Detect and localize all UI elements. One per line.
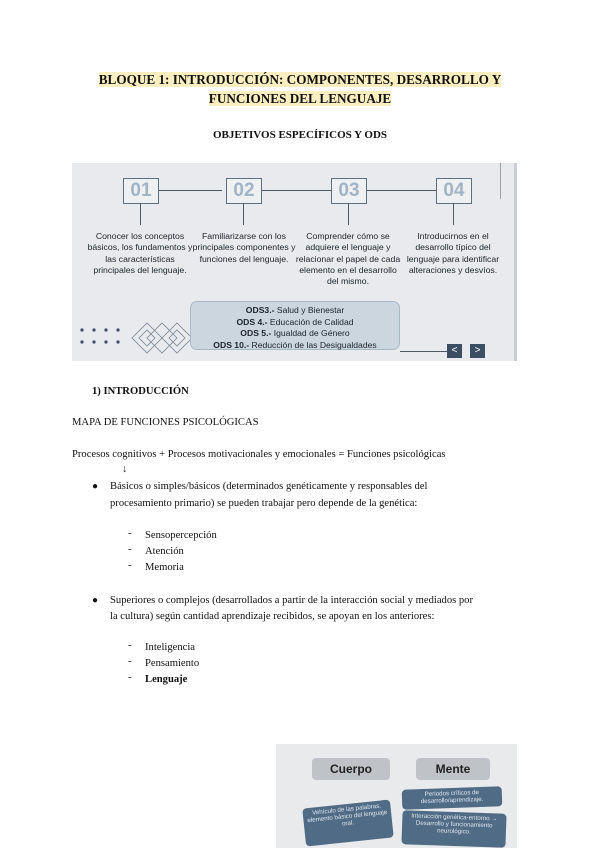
ods-box <box>190 301 400 350</box>
basic-item-1: Sensopercepción <box>145 530 217 541</box>
objective-text-1: Conocer los conceptos básicos, los fundamentos y las características principales del lenguaje. <box>87 231 193 275</box>
dash-icon: - <box>128 544 132 555</box>
basic-line-2: procesamiento primario) se pueden trabajar pero depende de la genética: <box>110 498 418 509</box>
ods-line-1 <box>191 305 399 317</box>
timeline-connector <box>366 190 436 191</box>
bullet-icon: ● <box>92 595 99 606</box>
ods-text: Salud y Bienestar <box>274 305 345 315</box>
section-heading: 1) INTRODUCCIÓN <box>92 386 189 397</box>
dash-icon: - <box>128 640 132 651</box>
superior-item-3: Lenguaje <box>145 674 188 685</box>
ods-text: Educación de Calidad <box>267 316 354 327</box>
map-title: MAPA DE FUNCIONES PSICOLÓGICAS <box>72 417 259 428</box>
dash-icon: - <box>128 672 132 683</box>
card-words-vehicle: Vehículo de las palabras, elemento básico del lenguaje oral. <box>302 800 393 847</box>
slide-right-bar <box>514 163 517 361</box>
dots-decoration-icon <box>79 326 131 348</box>
diamond-pattern-icon <box>127 318 197 358</box>
prev-slide-button[interactable]: < <box>447 344 462 358</box>
ods-line-2 <box>191 317 399 329</box>
ods-line-3 <box>191 328 399 340</box>
step-stem <box>453 203 454 225</box>
objective-text-3: Comprender cómo se adquiere el lenguaje y relacionar el papel de cada elemento en el desarrollo del mismo. <box>295 231 401 287</box>
step-number-2: 02 <box>226 178 262 204</box>
document-subtitle: OBJETIVOS ESPECÍFICOS Y ODS <box>212 129 388 141</box>
ods-label: ODS3.- <box>245 305 275 315</box>
ods-text: Igualdad de Género <box>271 328 350 338</box>
ods-label: ODS 4.- <box>236 316 268 327</box>
body-mind-slide <box>276 744 517 848</box>
ods-label: ODS 5.- <box>240 328 272 338</box>
step-number-3: 03 <box>331 178 367 204</box>
step-stem <box>243 203 244 225</box>
mind-label: Mente <box>416 758 490 780</box>
superior-item-2: Pensamiento <box>145 658 200 669</box>
bullet-icon: ● <box>92 481 99 492</box>
superior-line-1: Superiores o complejos (desarrollados a partir de la interacción social y mediados por <box>110 595 474 606</box>
ods-text: Reducción de las Desigualdades <box>249 339 377 350</box>
timeline-connector <box>158 190 222 191</box>
step-stem <box>348 203 349 225</box>
dash-icon: - <box>128 528 132 539</box>
document-title-text: BLOQUE 1: INTRODUCCIÓN: COMPONENTES, DESARROLLO Y FUNCIONES DEL LENGUAJE <box>98 72 502 106</box>
formula-line: Procesos cognitivos + Procesos motivacionales y emocionales = Funciones psicológicas <box>72 449 446 460</box>
superior-item-1: Inteligencia <box>145 642 195 653</box>
objective-text-4: Introducirnos en el desarrollo típico del lenguaje para identificar alteraciones y desvíos. <box>406 231 500 275</box>
basic-item-2: Atención <box>145 546 184 557</box>
objective-text-2: Familiarizarse con los principales componentes y funciones del lenguaje. <box>192 231 296 264</box>
slide-divider <box>500 163 501 199</box>
ods-label: ODS 10.- <box>213 339 250 350</box>
dash-icon: - <box>128 656 132 667</box>
basic-line-1: Básicos o simples/básicos (determinados genéticamente y responsables del <box>110 481 428 492</box>
objectives-slide <box>72 163 517 361</box>
step-number-1: 01 <box>123 178 159 204</box>
card-genetics-environment: Interacción genética-entorno → Desarrollo y funcionamiento neurológico. <box>401 810 506 848</box>
step-stem <box>140 203 141 225</box>
superior-line-2: la cultura) según cantidad aprendizaje recibidos, se apoyan en los anteriores: <box>110 611 435 622</box>
ods-line-4 <box>191 340 399 352</box>
next-slide-button[interactable]: > <box>470 344 485 358</box>
document-title <box>60 70 540 108</box>
dash-icon: - <box>128 560 132 571</box>
step-number-4: 04 <box>436 178 472 204</box>
basic-item-3: Memoria <box>145 562 184 573</box>
timeline-connector <box>261 190 331 191</box>
card-critical-periods: Periodos críticos de desarrollo/aprendizaje. <box>402 786 503 809</box>
body-label: Cuerpo <box>312 758 390 780</box>
down-arrow-icon: ↓ <box>122 464 128 475</box>
